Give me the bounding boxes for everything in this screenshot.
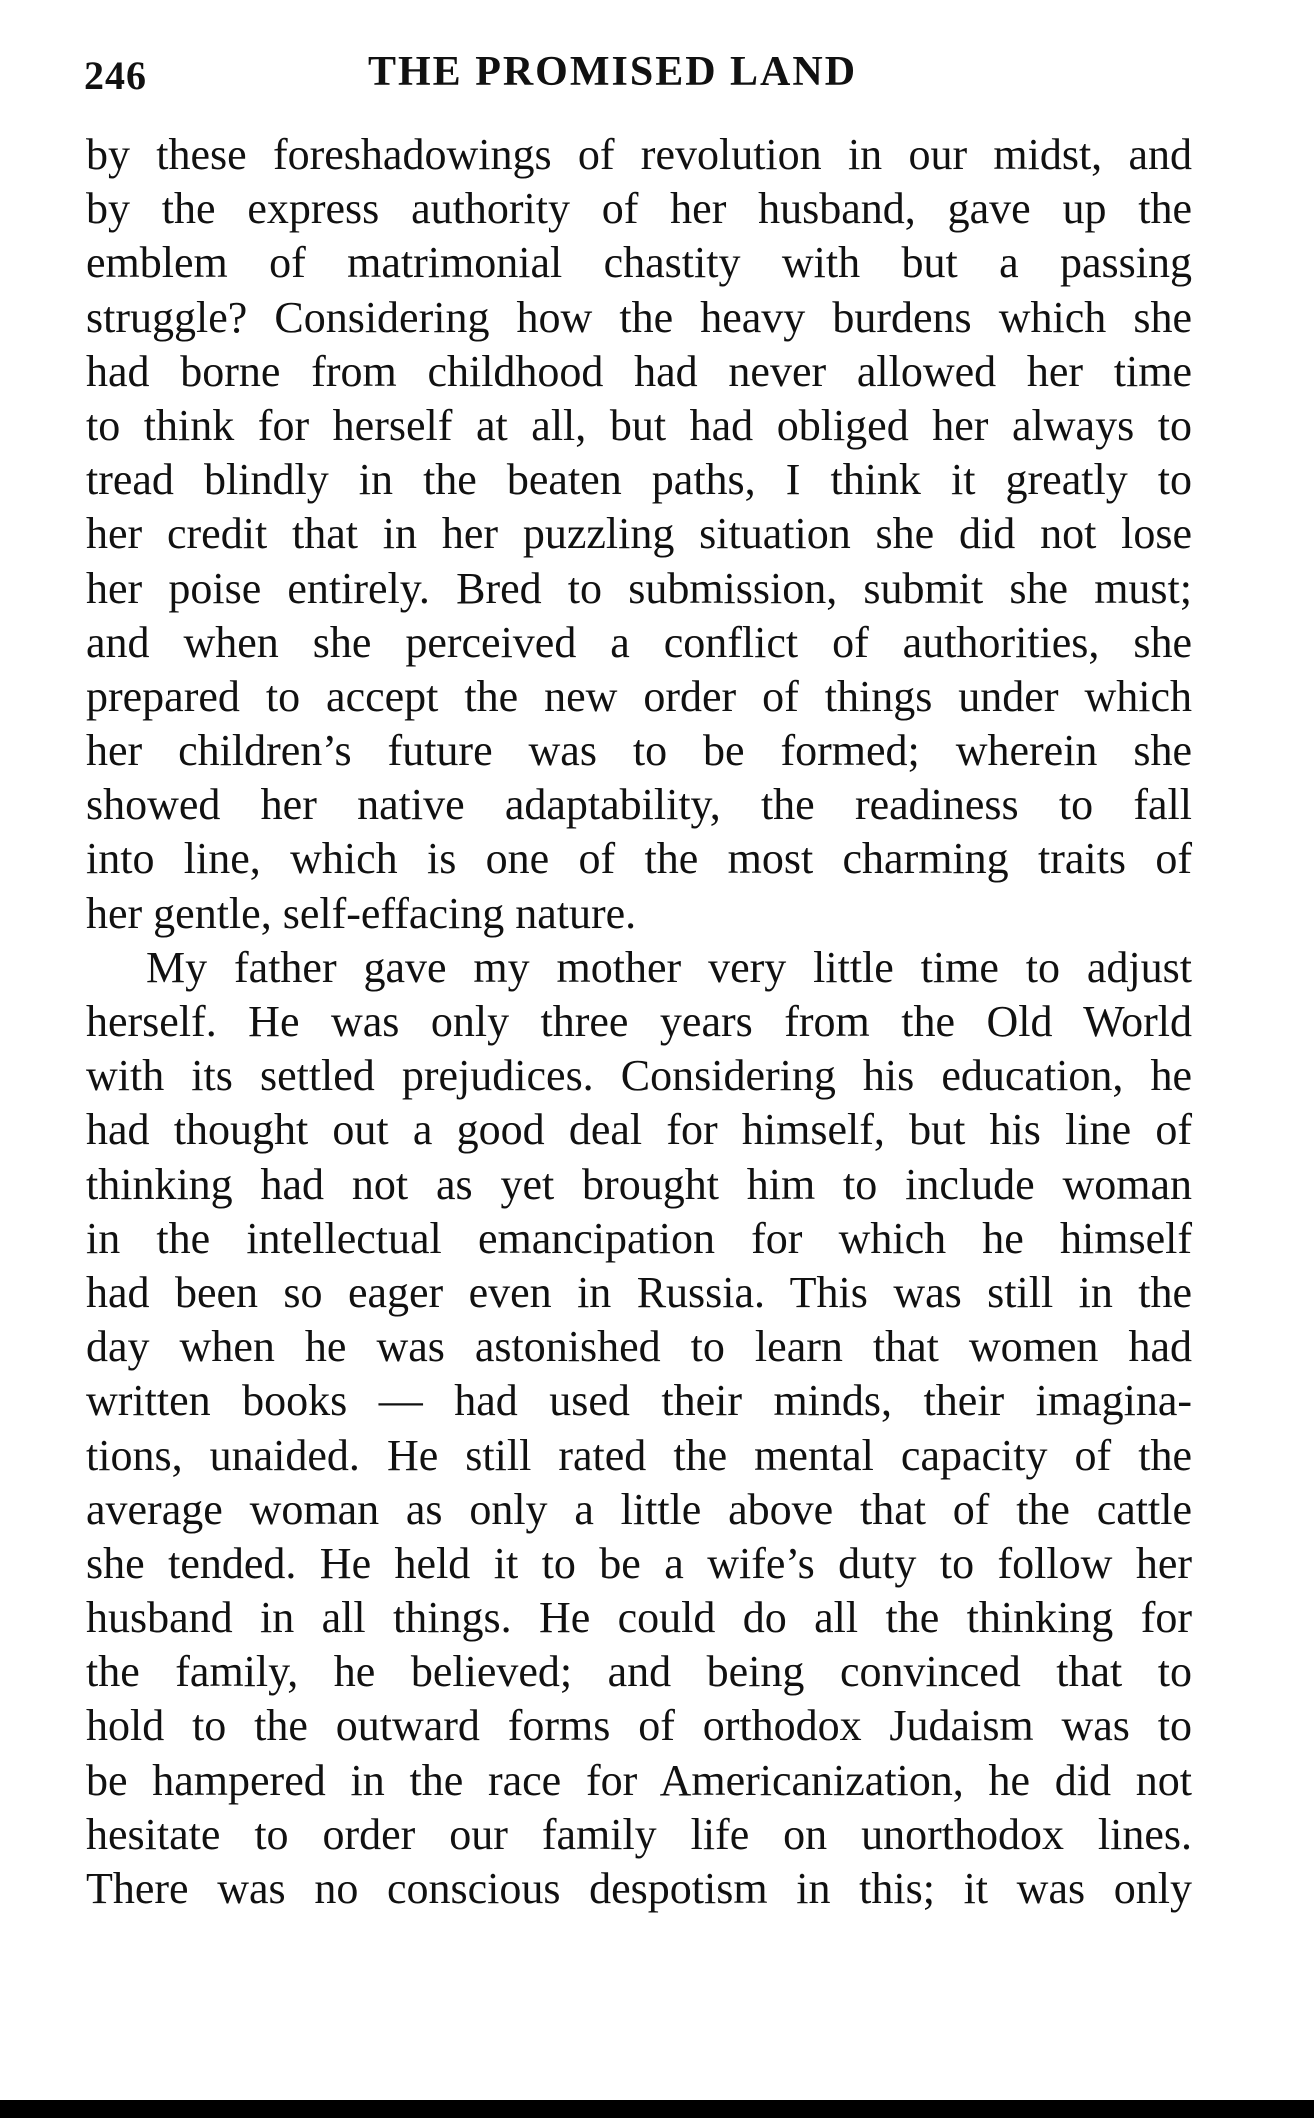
body-text <box>86 128 1192 1916</box>
text-line: prepared to accept the new order of things under which <box>86 671 1192 721</box>
text-line: had thought out a good deal for himself, but his line of <box>86 1105 1192 1155</box>
text-line: be hampered in the race for Americanization, he did not <box>86 1755 1192 1805</box>
text-line: with its settled prejudices. Considering his education, he <box>86 1051 1192 1101</box>
text-line: tions, unaided. He still rated the mental capacity of the <box>86 1430 1192 1480</box>
text-line: the family, he believed; and being convinced that to <box>86 1647 1192 1697</box>
text-line: husband in all things. He could do all the thinking for <box>86 1593 1192 1643</box>
text-line: she tended. He held it to be a wife’s duty to follow her <box>86 1538 1192 1588</box>
page-number: 246 <box>84 53 147 98</box>
text-line: and when she perceived a conflict of authorities, she <box>86 617 1192 667</box>
paragraph-start-line: My father gave my mother very little time to adjust <box>146 942 1192 992</box>
paragraph-end-line: her gentle, self-effacing nature. <box>86 888 637 938</box>
text-line: tread blindly in the beaten paths, I think it greatly to <box>86 455 1192 505</box>
text-line: day when he was astonished to learn that women had <box>86 1322 1192 1372</box>
text-line: There was no conscious despotism in this; it was only <box>86 1864 1192 1913</box>
text-line: by the express authority of her husband, gave up the <box>86 184 1192 234</box>
text-line: her credit that in her puzzling situation she did not lose <box>86 509 1192 559</box>
text-line: thinking had not as yet brought him to include woman <box>86 1159 1192 1209</box>
text-line: her children’s future was to be formed; wherein she <box>86 726 1192 776</box>
text-line: had been so eager even in Russia. This was still in the <box>86 1267 1192 1317</box>
text-line: into line, which is one of the most charming traits of <box>86 834 1192 884</box>
text-line: to think for herself at all, but had obliged her always to <box>86 400 1192 450</box>
text-line: hold to the outward forms of orthodox Judaism was to <box>86 1701 1192 1751</box>
running-head: THE PROMISED LAND <box>368 49 858 95</box>
text-line: average woman as only a little above that of the cattle <box>86 1484 1192 1534</box>
text-line: written books — had used their minds, their imagina- <box>86 1376 1192 1426</box>
text-line: had borne from childhood had never allowed her time <box>86 346 1192 396</box>
text-line: hesitate to order our family life on unorthodox lines. <box>86 1809 1192 1859</box>
text-line: by these foreshadowings of revolution in our midst, and <box>86 130 1192 179</box>
page-header <box>84 48 1224 108</box>
bottom-border <box>0 2100 1314 2118</box>
text-line: in the intellectual emancipation for which he himself <box>86 1213 1192 1263</box>
text-line: her poise entirely. Bred to submission, submit she must; <box>86 563 1192 613</box>
text-line: herself. He was only three years from the Old World <box>86 997 1192 1046</box>
text-line: struggle? Considering how the heavy burdens which she <box>86 292 1192 342</box>
text-line: showed her native adaptability, the readiness to fall <box>86 780 1192 830</box>
text-line: emblem of matrimonial chastity with but a passing <box>86 238 1192 288</box>
